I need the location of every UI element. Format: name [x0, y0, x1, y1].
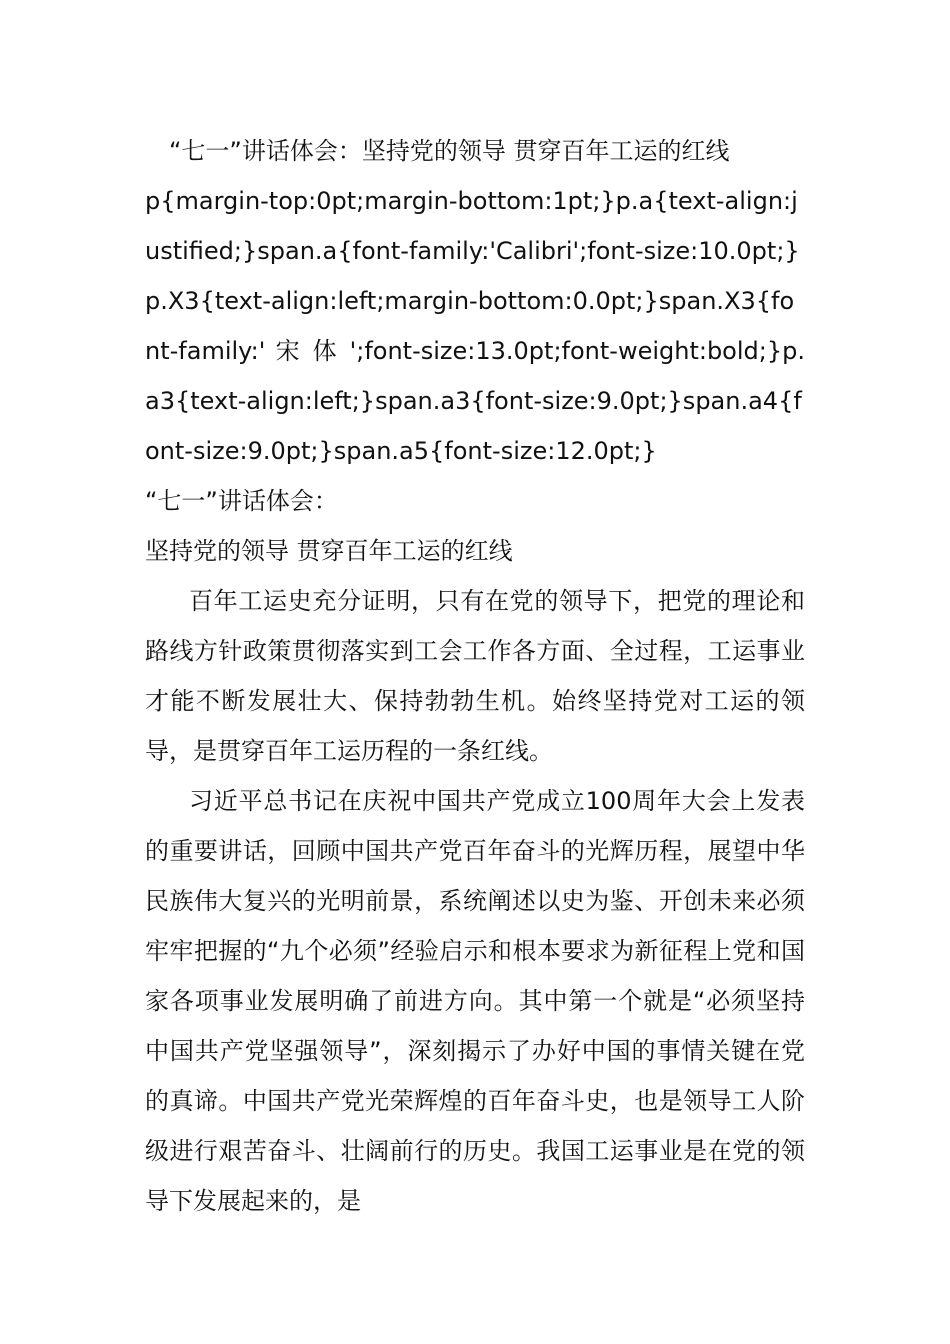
document-title: “七一”讲话体会：坚持党的领导 贯穿百年工运的红线: [169, 137, 730, 165]
repeated-title-part2: 坚持党的领导 贯穿百年工运的红线: [145, 537, 513, 565]
css-residue: p{margin-top:0pt;margin-bottom:1pt;}p.a{text-align:justified;}span.a{font-family:'Calibri';font-size:10.0pt;}p.X3{text-align:left;margin-bottom:0.0pt;}span.X3{font-family:' 宋 体 ';font-size:13.0pt;font-weight:bold;}p.a3{text-align:left;}span.a3{font-size:9.0pt;}span.a4{font-size:9.0pt;}span.a5{font-size:12.0pt;}: [145, 187, 805, 465]
css-residue-text: [145, 176, 805, 526]
repeated-title-part1: “七一”讲话体会：: [145, 487, 338, 515]
document-page: [145, 126, 805, 1226]
paragraph-2: 习近平总书记在庆祝中国共产党成立100周年大会上发表的重要讲话，回顾中国共产党百年奋斗的光辉历程，展望中华民族伟大复兴的光明前景，系统阐述以史为鉴、开创未来必须牢牢把握的“九个必须”经验启示和根本要求为新征程上党和国家各项事业发展明确了前进方向。其中第一个就是“必须坚持中国共产党坚强领导”，深刻揭示了办好中国的事情关键在党的真谛。中国共产党光荣辉煌的百年奋斗史，也是领导工人阶级进行艰苦奋斗、壮阔前行的历史。我国工运事业是在党的领导下发展起来的，是: [145, 787, 805, 1215]
paragraph-1: 百年工运史充分证明，只有在党的领导下，把党的理论和路线方针政策贯彻落实到工会工作各方面、全过程，工运事业才能不断发展壮大、保持勃勃生机。始终坚持党对工运的领导，是贯穿百年工运历程的一条红线。: [145, 587, 805, 765]
